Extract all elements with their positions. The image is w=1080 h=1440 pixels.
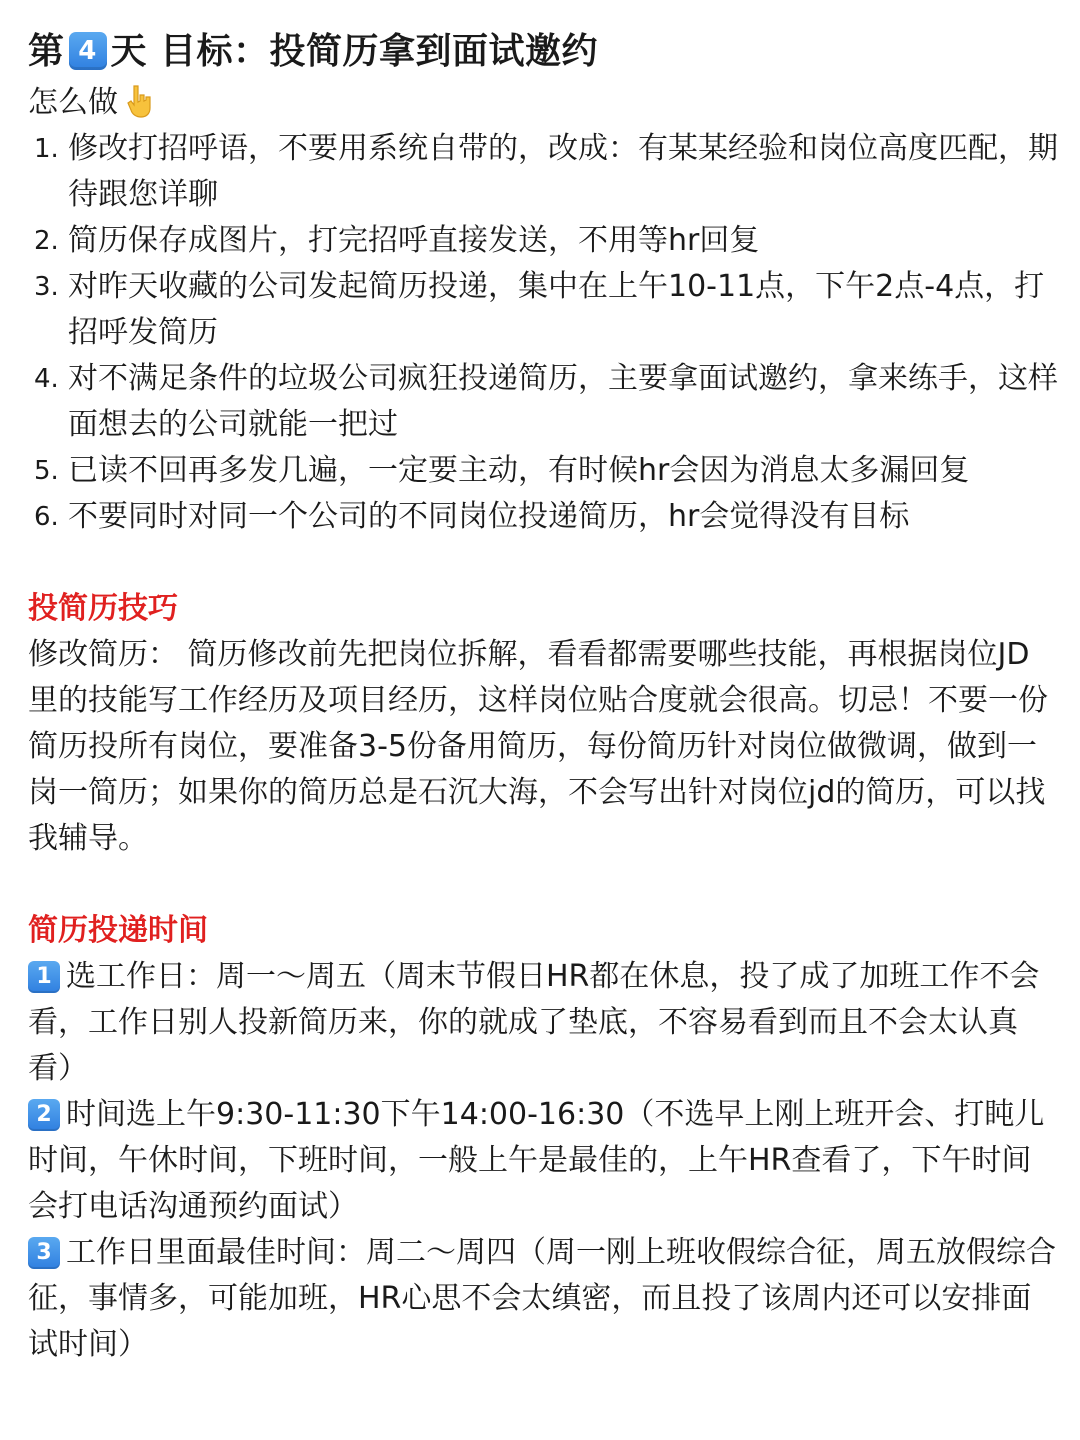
time-section-title: 简历投递时间 [28,913,208,948]
step-text: 修改打招呼语，不要用系统自带的，改成：有某某经验和岗位高度匹配，期待跟您详聊 [68,131,1058,212]
time-tip-text: 时间选上午9:30-11:30下午14:00-16:30（不选早上刚上班开会、打盹儿时间，午休时间，下班时间，一般上午是最佳的，上午HR查看了，下午时间会打电话沟通预约面试） [28,1097,1045,1224]
howto-heading [28,80,1058,126]
note-page [28,24,1058,1368]
section-spacer [28,540,1058,586]
time-tip-text: 工作日里面最佳时间：周二～周四（周一刚上班收假综合征，周五放假综合征，事情多，可能加班，HR心思不会太缜密，而且投了该周内还可以安排面试时间） [28,1235,1056,1362]
number-two-badge-icon: 2 [28,1099,60,1131]
tips-paragraph: 修改简历： 简历修改前先把岗位拆解，看看都需要哪些技能，再根据岗位JD里的技能写工作经历及项目经历，这样岗位贴合度就会很高。切忌！不要一份简历投所有岗位，要准备3-5份备用简历，每份简历针对岗位做微调，做到一岗一简历；如果你的简历总是石沉大海，不会写出针对岗位jd的简历，可以找我辅导。 [28,637,1048,856]
section-spacer [28,862,1058,908]
number-one-badge-icon: 1 [28,961,60,993]
step-text: 不要同时对同一个公司的不同岗位投递简历，hr会觉得没有目标 [68,499,910,534]
list-item [28,448,1058,494]
step-number: 6. [34,502,59,532]
step-number: 4. [34,364,59,394]
howto-label: 怎么做 [28,85,118,120]
list-item [28,126,1058,218]
title-prefix: 第 [28,31,65,72]
number-three-badge-icon: 3 [28,1237,60,1269]
step-text: 对昨天收藏的公司发起简历投递，集中在上午10-11点，下午2点-4点，打招呼发简历 [68,269,1045,350]
title-suffix: 天 目标：投简历拿到面试邀约 [110,31,599,72]
day-number-badge: 4 [69,32,107,70]
steps-list [28,126,1058,540]
step-number: 3. [34,272,59,302]
time-tip [28,954,1058,1092]
list-item [28,264,1058,356]
page-title [28,24,1058,80]
list-item [28,356,1058,448]
step-number: 5. [34,456,59,486]
step-text: 对不满足条件的垃圾公司疯狂投递简历，主要拿面试邀约，拿来练手，这样面想去的公司就能一把过 [68,361,1058,442]
pointing-down-hand-icon [124,84,156,118]
list-item [28,494,1058,540]
step-number: 1. [34,134,59,164]
step-number: 2. [34,226,59,256]
step-text: 简历保存成图片，打完招呼直接发送，不用等hr回复 [68,223,760,258]
tips-section-title: 投简历技巧 [28,591,178,626]
list-item [28,218,1058,264]
time-tip [28,1092,1058,1230]
step-text: 已读不回再多发几遍，一定要主动，有时候hr会因为消息太多漏回复 [68,453,970,488]
time-tip [28,1230,1058,1368]
time-tip-text: 选工作日：周一～周五（周末节假日HR都在休息，投了成了加班工作不会看，工作日别人投新简历来，你的就成了垫底，不容易看到而且不会太认真看） [28,959,1040,1086]
